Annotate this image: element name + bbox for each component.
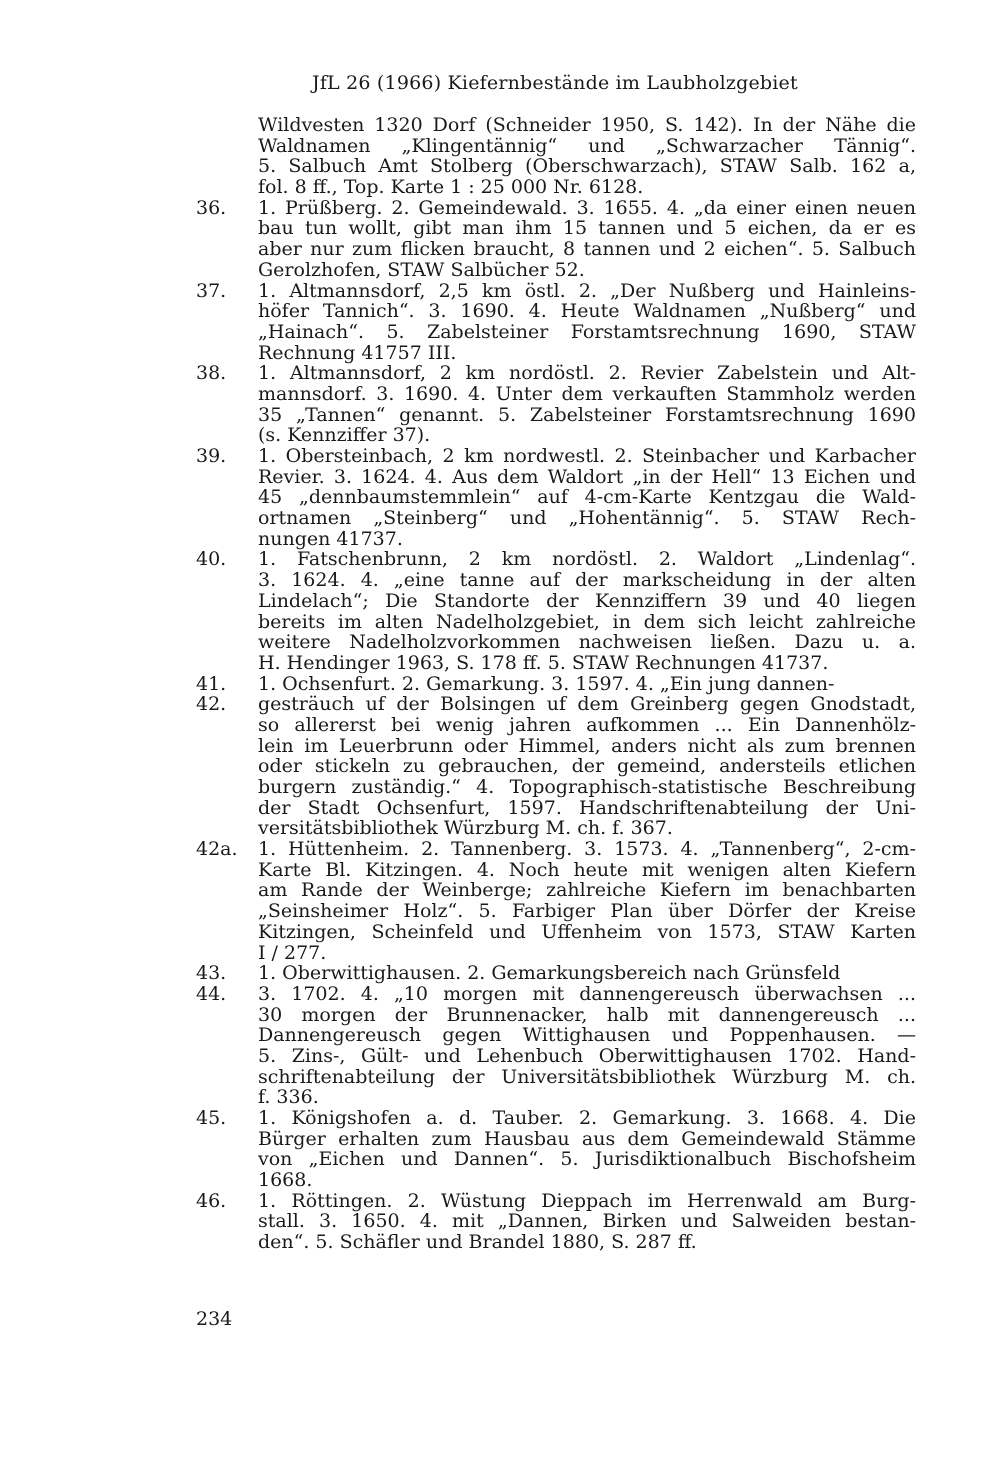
entry-text-line: Dannengereusch gegen Wittighausen und Poppenhausen. —: [258, 1024, 916, 1047]
entry-text-line: 1. Prüßberg. 2. Gemeindewald. 3. 1655. 4. „da einer einen neuen: [258, 196, 916, 219]
entry-text-line: schriftenabteilung der Universitätsbibliothek Würzburg M. ch.: [258, 1065, 916, 1088]
entry-text-line: 1668.: [258, 1169, 313, 1192]
entry-text-line: 1. Hüttenheim. 2. Tannenberg. 3. 1573. 4. „Tannenberg“, 2-cm-: [258, 838, 916, 861]
entry: [196, 839, 916, 963]
entries-list: [196, 115, 916, 1253]
entry-number: 45.: [196, 1107, 227, 1129]
entry-number: 38.: [196, 362, 227, 385]
entry-text-line: Gerolzhofen, STAW Salbücher 52.: [258, 258, 585, 281]
entry-number: 42a.: [196, 838, 238, 861]
entry: [196, 446, 916, 549]
entry: [196, 984, 916, 1108]
entry-text-line: oder stickeln zu gebrauchen, der gemeind, andersteils etlichen: [258, 755, 916, 778]
entry-text-line: den“. 5. Schäfler und Brandel 1880, S. 287 ff.: [258, 1231, 697, 1254]
entry-text-line: 1. Altmannsdorf, 2 km nordöstl. 2. Revier Zabelstein und Alt-: [258, 362, 916, 385]
entry-number: 39.: [196, 445, 227, 467]
entry-text-line: aber nur zum flicken braucht, 8 tannen und 2 eichen“. 5. Salbuch: [258, 238, 916, 261]
entry-text-line: Rechnung 41757 III.: [258, 341, 457, 364]
entry-text-line: Revier. 3. 1624. 4. Aus dem Waldort „in der Hell“ 13 Eichen und: [258, 465, 916, 488]
page-number: 234: [196, 1308, 233, 1330]
entry-text-line: H. Hendinger 1963, S. 178 ff. 5. STAW Rechnungen 41737.: [258, 651, 829, 674]
entry-text-line: 30 morgen der Brunnenacker, halb mit dannengereusch ...: [258, 1003, 916, 1026]
entry-number: 37.: [196, 279, 227, 302]
entry: [196, 115, 916, 198]
entry-text-line: ortnamen „Steinberg“ und „Hohentännig“. 5. STAW Rech-: [258, 507, 916, 530]
entry-text-line: 1. Königshofen a. d. Tauber. 2. Gemarkung. 3. 1668. 4. Die: [258, 1107, 916, 1129]
entry-text-line: I / 277.: [258, 941, 327, 964]
entry-text-line: lein im Leuerbrunn oder Himmel, anders nicht als zum brennen: [258, 734, 916, 757]
entry-text-line: 5. Zins-, Gült- und Lehenbuch Oberwittighausen 1702. Hand-: [258, 1044, 916, 1067]
entry-text-line: 35 „Tannen“ genannt. 5. Zabelsteiner Forstamtsrechnung 1690: [258, 403, 916, 426]
entry: [196, 363, 916, 446]
entry-text-line: (s. Kennziffer 37).: [258, 424, 431, 447]
entry-text-line: 45 „dennbaumstemmlein“ auf 4-cm-Karte Kentzgau die Wald-: [258, 486, 916, 509]
entry-text-line: fol. 8 ff., Top. Karte 1 : 25 000 Nr. 6128.: [258, 176, 644, 199]
entry-text-line: 1. Fatschenbrunn, 2 km nordöstl. 2. Waldort „Lindenlag“.: [258, 548, 916, 571]
entry-text-line: 3. 1702. 4. „10 morgen mit dannengereusch überwachsen ...: [258, 982, 916, 1005]
entry: [196, 198, 916, 281]
entry-text-line: bereits im alten Nadelholzgebiet, in dem sich leicht zahlreiche: [258, 610, 916, 633]
entry-text-line: 3. 1624. 4. „eine tanne auf der markscheidung in der alten: [258, 569, 916, 592]
entry-text-line: so allererst bei wenig jahren aufkommen ... Ein Dannenhölz-: [258, 713, 916, 736]
entry-number: 41.: [196, 672, 227, 695]
entry: [196, 963, 916, 984]
entry-text-line: 5. Salbuch Amt Stolberg (Oberschwarzach), STAW Salb. 162 a,: [258, 155, 916, 178]
entry-text-line: weitere Nadelholzvorkommen nachweisen ließen. Dazu u. a.: [258, 631, 916, 654]
entry-number: 40.: [196, 548, 227, 571]
entry-text-line: „Hainach“. 5. Zabelsteiner Forstamtsrechnung 1690, STAW: [258, 320, 916, 343]
entry-number: 44.: [196, 982, 227, 1005]
entry-text-line: Bürger erhalten zum Hausbau aus dem Gemeindewald Stämme: [258, 1127, 916, 1150]
entry-number: 36.: [196, 196, 227, 219]
entry-text-line: höfer Tannich“. 3. 1690. 4. Heute Waldnamen „Nußberg“ und: [258, 300, 916, 323]
entry-number: 43.: [196, 962, 227, 985]
entry-text-line: Kitzingen, Scheinfeld und Uffenheim von 1573, STAW Karten: [258, 920, 916, 943]
entry: [196, 674, 916, 695]
entry-text-line: versitätsbibliothek Würzburg M. ch. f. 367.: [258, 817, 673, 840]
entry-text-line: 1. Altmannsdorf, 2,5 km östl. 2. „Der Nußberg und Hainleins-: [258, 279, 916, 302]
entry: [196, 549, 916, 673]
entry-text-line: „Seinsheimer Holz“. 5. Farbiger Plan über Dörfer der Kreise: [258, 900, 916, 923]
entry-text-line: burgern zuständig.“ 4. Topographisch-statistische Beschreibung: [258, 776, 916, 798]
entry-text-line: 1. Röttingen. 2. Wüstung Dieppach im Herrenwald am Burg-: [258, 1189, 916, 1212]
entry: [196, 1108, 916, 1191]
entry: [196, 1191, 916, 1253]
entry-text-line: Karte Bl. Kitzingen. 4. Noch heute mit wenigen alten Kiefern: [258, 858, 916, 881]
entry-text-line: Waldnamen „Klingentännig“ und „Schwarzacher Tännig“.: [258, 134, 916, 157]
entry-text-line: bau tun wollt, gibt man ihm 15 tannen und 5 eichen, da er es: [258, 217, 916, 240]
entry-text-line: 1. Ochsenfurt. 2. Gemarkung. 3. 1597. 4. „Ein jung dannen-: [258, 672, 835, 695]
entry-text-line: am Rande der Weinberge; zahlreiche Kiefern im benachbarten: [258, 879, 916, 902]
entry: [196, 281, 916, 364]
entry-text-line: mannsdorf. 3. 1690. 4. Unter dem verkauften Stammholz werden: [258, 382, 916, 405]
entry-text-line: 1. Oberwittighausen. 2. Gemarkungsbereich nach Grünsfeld: [258, 962, 841, 985]
entry-text-line: von „Eichen und Dannen“. 5. Jurisdiktionalbuch Bischofsheim: [258, 1148, 916, 1171]
entry-text-line: stall. 3. 1650. 4. mit „Dannen, Birken und Salweiden bestan-: [258, 1210, 916, 1233]
entry-text-line: Wildvesten 1320 Dorf (Schneider 1950, S. 142). In der Nähe die: [258, 114, 916, 136]
entry-text-line: 1. Obersteinbach, 2 km nordwestl. 2. Steinbacher und Karbacher: [258, 445, 916, 467]
entry-text-line: nungen 41737.: [258, 527, 403, 550]
entry-text-line: der Stadt Ochsenfurt, 1597. Handschriftenabteilung der Uni-: [258, 796, 916, 819]
entry-number: 46.: [196, 1189, 227, 1212]
running-header: JfL 26 (1966) Kiefernbestände im Laubholzgebiet: [312, 72, 798, 94]
entry-text-line: f. 336.: [258, 1086, 319, 1109]
entry-number: 42.: [196, 693, 227, 716]
entry: [196, 694, 916, 839]
entry-text-line: gesträuch uf der Bolsingen uf dem Greinberg gegen Gnodstadt,: [258, 693, 916, 716]
entry-text-line: Lindelach“; Die Standorte der Kennziffern 39 und 40 liegen: [258, 589, 916, 612]
